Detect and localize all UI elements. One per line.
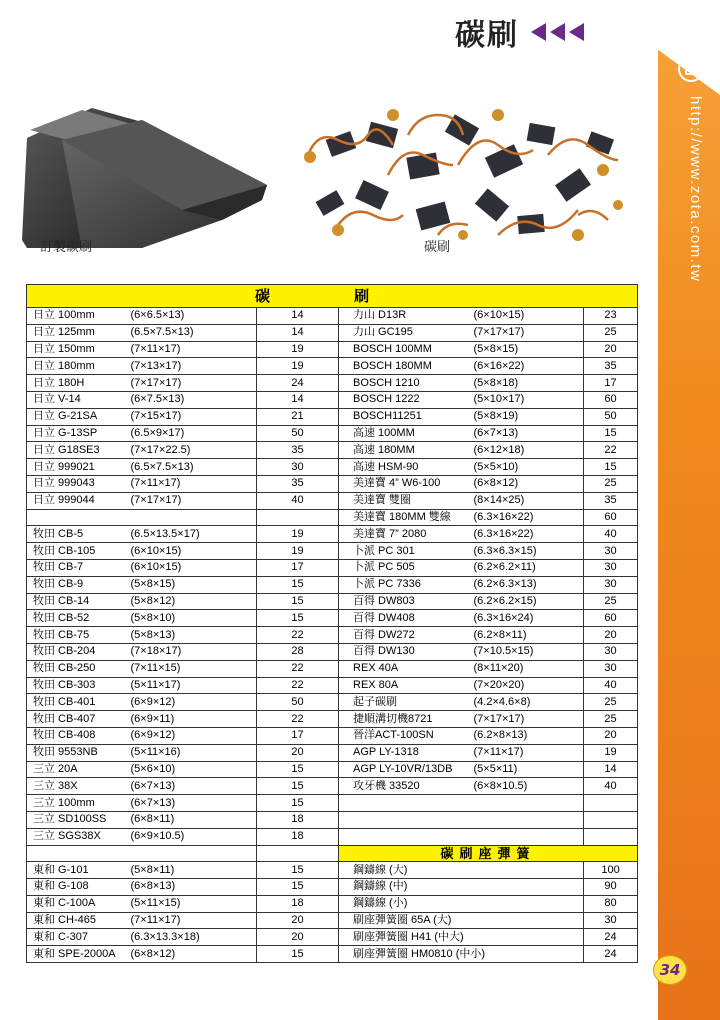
right-size-cell: (5×8×19) [472, 408, 584, 425]
right-size-cell: (6×12×18) [472, 442, 584, 459]
right-model-cell: 鋼鑄線 (大) [339, 862, 472, 879]
arrow-icon-3 [569, 23, 584, 41]
right-model-cell: 高速 100MM [339, 425, 472, 442]
left-model-cell [27, 845, 129, 862]
right-model-cell: REX 80A [339, 677, 472, 694]
left-qty-cell: 17 [257, 559, 339, 576]
left-qty-cell [257, 845, 339, 862]
right-qty-cell: 14 [584, 761, 638, 778]
right-qty-cell: 60 [584, 391, 638, 408]
right-model-cell: 刷座彈簧圈 65A (大) [339, 912, 472, 929]
left-qty-cell: 22 [257, 677, 339, 694]
right-size-cell [472, 862, 584, 879]
left-model-cell: 牧田 CB-303 [27, 677, 129, 694]
left-model-cell: 三立 SGS38X [27, 828, 129, 845]
website-url: http://www.zota.com.tw [687, 96, 704, 283]
left-model-cell: 牧田 CB-75 [27, 627, 129, 644]
right-size-cell: (5×5×11) [472, 761, 584, 778]
left-size-cell: (6.5×9×17) [129, 425, 257, 442]
right-size-cell: (6×16×22) [472, 358, 584, 375]
table-row [27, 643, 638, 660]
left-qty-cell: 19 [257, 526, 339, 543]
left-qty-cell [257, 509, 339, 526]
right-model-cell: BOSCH 180MM [339, 358, 472, 375]
right-model-cell [339, 811, 472, 828]
left-model-cell: 東和 G-101 [27, 862, 129, 879]
page-title-text: 碳刷 [455, 18, 519, 53]
right-model-cell: 卜派 PC 505 [339, 559, 472, 576]
left-size-cell: (6×8×11) [129, 811, 257, 828]
left-size-cell: (6×6.5×13) [129, 308, 257, 325]
right-model-cell: 百得 DW130 [339, 643, 472, 660]
right-size-cell: (6×8×12) [472, 475, 584, 492]
left-size-cell: (5×8×12) [129, 593, 257, 610]
table-row [27, 895, 638, 912]
left-model-cell: 牧田 9553NB [27, 744, 129, 761]
left-model-cell: 日立 125mm [27, 324, 129, 341]
left-size-cell: (5×8×13) [129, 627, 257, 644]
right-qty-cell: 30 [584, 576, 638, 593]
left-qty-cell: 15 [257, 593, 339, 610]
left-qty-cell: 22 [257, 711, 339, 728]
left-model-cell: 日立 999043 [27, 475, 129, 492]
right-size-cell: (7×17×17) [472, 324, 584, 341]
right-qty-cell: 30 [584, 660, 638, 677]
right-qty-cell: 50 [584, 408, 638, 425]
left-size-cell: (5×11×15) [129, 895, 257, 912]
left-size-cell [129, 845, 257, 862]
right-model-cell: 美達寶 4” W6-100 [339, 475, 472, 492]
left-qty-cell: 19 [257, 543, 339, 560]
right-size-cell: (6×10×15) [472, 308, 584, 325]
right-size-cell: (6×7×13) [472, 425, 584, 442]
right-qty-cell: 80 [584, 895, 638, 912]
right-qty-cell: 40 [584, 778, 638, 795]
right-size-cell [472, 879, 584, 896]
right-qty-cell: 15 [584, 459, 638, 476]
right-qty-cell: 25 [584, 694, 638, 711]
custom-carbon-brush-caption: 訂製碳刷 [40, 240, 93, 255]
table-row [27, 778, 638, 795]
right-model-cell: BOSCH 100MM [339, 341, 472, 358]
right-qty-cell: 35 [584, 492, 638, 509]
table-row [27, 845, 638, 862]
right-model-cell: 百得 DW408 [339, 610, 472, 627]
left-size-cell: (6×9×12) [129, 727, 257, 744]
left-size-cell: (5×8×15) [129, 576, 257, 593]
left-model-cell: 牧田 CB-5 [27, 526, 129, 543]
right-size-cell: (7×10.5×15) [472, 643, 584, 660]
brand-logo-icon [678, 56, 704, 82]
left-size-cell: (7×18×17) [129, 643, 257, 660]
left-size-cell: (5×11×16) [129, 744, 257, 761]
right-size-cell: (6.3×16×22) [472, 526, 584, 543]
page-title [455, 12, 655, 52]
right-qty-cell: 30 [584, 643, 638, 660]
right-qty-cell: 25 [584, 475, 638, 492]
left-size-cell: (7×11×17) [129, 475, 257, 492]
left-size-cell: (7×11×17) [129, 912, 257, 929]
table-row [27, 358, 638, 375]
table-row [27, 559, 638, 576]
left-qty-cell: 20 [257, 929, 339, 946]
left-size-cell: (5×8×11) [129, 862, 257, 879]
left-size-cell: (6×10×15) [129, 543, 257, 560]
right-size-cell: (7×11×17) [472, 744, 584, 761]
left-model-cell: 牧田 CB-105 [27, 543, 129, 560]
left-qty-cell: 18 [257, 895, 339, 912]
left-size-cell: (5×6×10) [129, 761, 257, 778]
right-qty-cell: 30 [584, 912, 638, 929]
left-qty-cell: 40 [257, 492, 339, 509]
right-model-cell: 百得 DW803 [339, 593, 472, 610]
left-qty-cell: 20 [257, 744, 339, 761]
right-qty-cell: 19 [584, 744, 638, 761]
right-size-cell [472, 946, 584, 963]
right-qty-cell: 15 [584, 425, 638, 442]
table-title-row [27, 285, 638, 308]
right-qty-cell: 23 [584, 308, 638, 325]
right-qty-cell: 22 [584, 442, 638, 459]
right-model-cell: BOSCH11251 [339, 408, 472, 425]
right-qty-cell: 25 [584, 324, 638, 341]
right-model-cell: 高速 HSM-90 [339, 459, 472, 476]
right-size-cell: (7×20×20) [472, 677, 584, 694]
right-size-cell: (5×5×10) [472, 459, 584, 476]
left-model-cell: 日立 V-14 [27, 391, 129, 408]
left-model-cell: 牧田 CB-52 [27, 610, 129, 627]
right-model-cell: BOSCH 1222 [339, 391, 472, 408]
left-qty-cell: 28 [257, 643, 339, 660]
right-model-cell: 刷座彈簧圈 HM0810 (中小) [339, 946, 472, 963]
left-qty-cell: 15 [257, 778, 339, 795]
table-row [27, 408, 638, 425]
right-size-cell: (5×8×18) [472, 375, 584, 392]
left-qty-cell: 15 [257, 576, 339, 593]
table-row [27, 475, 638, 492]
left-size-cell: (7×17×17) [129, 375, 257, 392]
left-qty-cell: 14 [257, 308, 339, 325]
table-row [27, 929, 638, 946]
right-model-cell: 力山 GC195 [339, 324, 472, 341]
table-row [27, 391, 638, 408]
table-row [27, 795, 638, 812]
table-row [27, 811, 638, 828]
right-model-cell: 起子碳刷 [339, 694, 472, 711]
table-row [27, 610, 638, 627]
right-model-cell: 刷座彈簧圈 H41 (中大) [339, 929, 472, 946]
left-qty-cell: 20 [257, 912, 339, 929]
left-qty-cell: 15 [257, 761, 339, 778]
left-size-cell: (6×9×12) [129, 694, 257, 711]
left-qty-cell: 19 [257, 358, 339, 375]
table-row [27, 694, 638, 711]
right-qty-cell: 30 [584, 559, 638, 576]
left-qty-cell: 22 [257, 660, 339, 677]
table-row [27, 677, 638, 694]
left-qty-cell: 17 [257, 727, 339, 744]
right-qty-cell: 60 [584, 509, 638, 526]
page-number: 34 [653, 955, 687, 985]
right-model-cell: 美達寶 180MM 雙線 [339, 509, 472, 526]
left-size-cell: (7×11×17) [129, 341, 257, 358]
right-qty-cell: 24 [584, 929, 638, 946]
right-model-cell: 百得 DW272 [339, 627, 472, 644]
right-qty-cell [584, 795, 638, 812]
right-model-cell: 力山 D13R [339, 308, 472, 325]
right-size-cell: (8×11×20) [472, 660, 584, 677]
left-model-cell: 東和 CH-465 [27, 912, 129, 929]
right-qty-cell: 25 [584, 711, 638, 728]
left-qty-cell: 14 [257, 324, 339, 341]
table-row [27, 324, 638, 341]
right-qty-cell: 40 [584, 677, 638, 694]
left-size-cell: (5×11×17) [129, 677, 257, 694]
right-model-cell: 捷順溝切機8721 [339, 711, 472, 728]
table-row [27, 341, 638, 358]
right-size-cell [472, 929, 584, 946]
right-model-cell: 卜派 PC 301 [339, 543, 472, 560]
right-size-cell: (8×14×25) [472, 492, 584, 509]
left-qty-cell: 15 [257, 946, 339, 963]
left-model-cell: 日立 999044 [27, 492, 129, 509]
left-model-cell: 東和 SPE-2000A [27, 946, 129, 963]
right-size-cell: (6.2×6.2×15) [472, 593, 584, 610]
right-qty-cell: 20 [584, 627, 638, 644]
left-qty-cell: 24 [257, 375, 339, 392]
carbon-brush-pile-photo [298, 95, 638, 255]
table-row [27, 946, 638, 963]
table-row [27, 761, 638, 778]
right-size-cell: (7×17×17) [472, 711, 584, 728]
left-model-cell: 東和 C-100A [27, 895, 129, 912]
right-model-cell: BOSCH 1210 [339, 375, 472, 392]
left-model-cell: 日立 G-21SA [27, 408, 129, 425]
carbon-brush-caption: 碳刷 [424, 240, 451, 255]
left-size-cell: (5×8×10) [129, 610, 257, 627]
left-qty-cell: 21 [257, 408, 339, 425]
carbon-brush-price-table [26, 284, 638, 963]
left-model-cell: 日立 180H [27, 375, 129, 392]
left-size-cell: (6.5×7.5×13) [129, 324, 257, 341]
left-model-cell: 三立 38X [27, 778, 129, 795]
left-model-cell: 牧田 CB-14 [27, 593, 129, 610]
left-model-cell: 日立 180mm [27, 358, 129, 375]
right-size-cell [472, 828, 584, 845]
right-model-cell: AGP LY-10VR/13DB [339, 761, 472, 778]
left-model-cell: 三立 20A [27, 761, 129, 778]
right-qty-cell: 60 [584, 610, 638, 627]
left-model-cell: 牧田 CB-9 [27, 576, 129, 593]
right-model-cell: 晉洋ACT-100SN [339, 727, 472, 744]
right-qty-cell: 20 [584, 341, 638, 358]
left-size-cell: (6×9×11) [129, 711, 257, 728]
left-size-cell: (6.5×7.5×13) [129, 459, 257, 476]
right-model-cell: REX 40A [339, 660, 472, 677]
right-qty-cell [584, 828, 638, 845]
right-size-cell: (6.2×8×11) [472, 627, 584, 644]
table-row [27, 593, 638, 610]
left-qty-cell: 50 [257, 694, 339, 711]
arrow-icon-1 [531, 23, 546, 41]
left-size-cell: (7×11×15) [129, 660, 257, 677]
table-row [27, 459, 638, 476]
right-size-cell [472, 895, 584, 912]
right-size-cell: (6.2×6.2×11) [472, 559, 584, 576]
right-size-cell: (5×8×15) [472, 341, 584, 358]
right-model-cell: AGP LY-1318 [339, 744, 472, 761]
right-qty-cell: 100 [584, 862, 638, 879]
left-size-cell: (6×10×15) [129, 559, 257, 576]
right-model-cell: 卜派 PC 7336 [339, 576, 472, 593]
left-size-cell: (6×8×13) [129, 879, 257, 896]
table-row [27, 492, 638, 509]
table-title: 碳 刷 [27, 285, 638, 308]
left-size-cell: (6×7.5×13) [129, 391, 257, 408]
right-model-cell [339, 828, 472, 845]
left-model-cell: 牧田 CB-408 [27, 727, 129, 744]
left-qty-cell: 35 [257, 442, 339, 459]
left-model-cell: 東和 C-307 [27, 929, 129, 946]
left-qty-cell: 15 [257, 862, 339, 879]
table-row [27, 744, 638, 761]
left-model-cell: 日立 100mm [27, 308, 129, 325]
right-size-cell [472, 811, 584, 828]
right-model-cell: 鋼鑄線 (小) [339, 895, 472, 912]
left-size-cell: (7×13×17) [129, 358, 257, 375]
left-size-cell: (6×7×13) [129, 795, 257, 812]
left-qty-cell: 14 [257, 391, 339, 408]
right-qty-cell: 30 [584, 543, 638, 560]
left-size-cell: (7×17×22.5) [129, 442, 257, 459]
left-size-cell: (7×17×17) [129, 492, 257, 509]
right-model-cell: 美達寶 7” 2080 [339, 526, 472, 543]
table-row [27, 576, 638, 593]
right-model-cell [339, 795, 472, 812]
table-row [27, 442, 638, 459]
right-size-cell: (6.2×8×13) [472, 727, 584, 744]
right-size-cell: (5×10×17) [472, 391, 584, 408]
left-model-cell: 日立 G-13SP [27, 425, 129, 442]
right-qty-cell [584, 811, 638, 828]
left-qty-cell: 15 [257, 610, 339, 627]
right-size-cell: (6.3×6.3×15) [472, 543, 584, 560]
table-row [27, 308, 638, 325]
left-model-cell: 牧田 CB-407 [27, 711, 129, 728]
left-model-cell: 牧田 CB-204 [27, 643, 129, 660]
left-model-cell: 日立 150mm [27, 341, 129, 358]
left-size-cell: (6×7×13) [129, 778, 257, 795]
right-size-cell: (6.2×6.3×13) [472, 576, 584, 593]
left-model-cell: 日立 G18SE3 [27, 442, 129, 459]
right-size-cell: (6×8×10.5) [472, 778, 584, 795]
table-row [27, 711, 638, 728]
left-size-cell: (6.3×13.3×18) [129, 929, 257, 946]
right-size-cell: (6.3×16×24) [472, 610, 584, 627]
right-qty-cell: 24 [584, 946, 638, 963]
table-row [27, 879, 638, 896]
left-qty-cell: 15 [257, 795, 339, 812]
right-size-cell: (4.2×4.6×8) [472, 694, 584, 711]
right-qty-cell: 35 [584, 358, 638, 375]
table-row [27, 425, 638, 442]
left-model-cell: 牧田 CB-401 [27, 694, 129, 711]
table-row [27, 862, 638, 879]
left-qty-cell: 19 [257, 341, 339, 358]
table-row [27, 912, 638, 929]
table-row [27, 660, 638, 677]
right-size-cell [472, 795, 584, 812]
left-model-cell: 東和 G-108 [27, 879, 129, 896]
left-size-cell: (7×15×17) [129, 408, 257, 425]
left-size-cell: (6.5×13.5×17) [129, 526, 257, 543]
left-model-cell: 三立 100mm [27, 795, 129, 812]
left-qty-cell: 30 [257, 459, 339, 476]
right-model-cell: 高速 180MM [339, 442, 472, 459]
arrow-icon-2 [550, 23, 565, 41]
table-row [27, 627, 638, 644]
table-row [27, 509, 638, 526]
left-model-cell: 三立 SD100SS [27, 811, 129, 828]
right-qty-cell: 20 [584, 727, 638, 744]
left-model-cell: 牧田 CB-7 [27, 559, 129, 576]
left-model-cell: 牧田 CB-250 [27, 660, 129, 677]
left-qty-cell: 18 [257, 828, 339, 845]
left-size-cell: (6×9×10.5) [129, 828, 257, 845]
right-qty-cell: 17 [584, 375, 638, 392]
right-size-cell [472, 912, 584, 929]
left-qty-cell: 35 [257, 475, 339, 492]
left-qty-cell: 22 [257, 627, 339, 644]
left-qty-cell: 15 [257, 879, 339, 896]
right-qty-cell: 40 [584, 526, 638, 543]
table-row [27, 375, 638, 392]
table-row [27, 526, 638, 543]
left-size-cell [129, 509, 257, 526]
right-model-cell: 美達寶 雙圈 [339, 492, 472, 509]
custom-carbon-brush-photo [22, 100, 272, 248]
right-qty-cell: 25 [584, 593, 638, 610]
left-qty-cell: 50 [257, 425, 339, 442]
left-model-cell: 日立 999021 [27, 459, 129, 476]
table-row [27, 543, 638, 560]
left-model-cell [27, 509, 129, 526]
right-qty-cell: 90 [584, 879, 638, 896]
table-row [27, 828, 638, 845]
right-model-cell: 攻牙機 33520 [339, 778, 472, 795]
spring-section-title: 碳刷座彈簧 [339, 845, 638, 862]
right-size-cell: (6.3×16×22) [472, 509, 584, 526]
table-row [27, 727, 638, 744]
right-model-cell: 鋼鑄線 (中) [339, 879, 472, 896]
left-qty-cell: 18 [257, 811, 339, 828]
left-size-cell: (6×8×12) [129, 946, 257, 963]
